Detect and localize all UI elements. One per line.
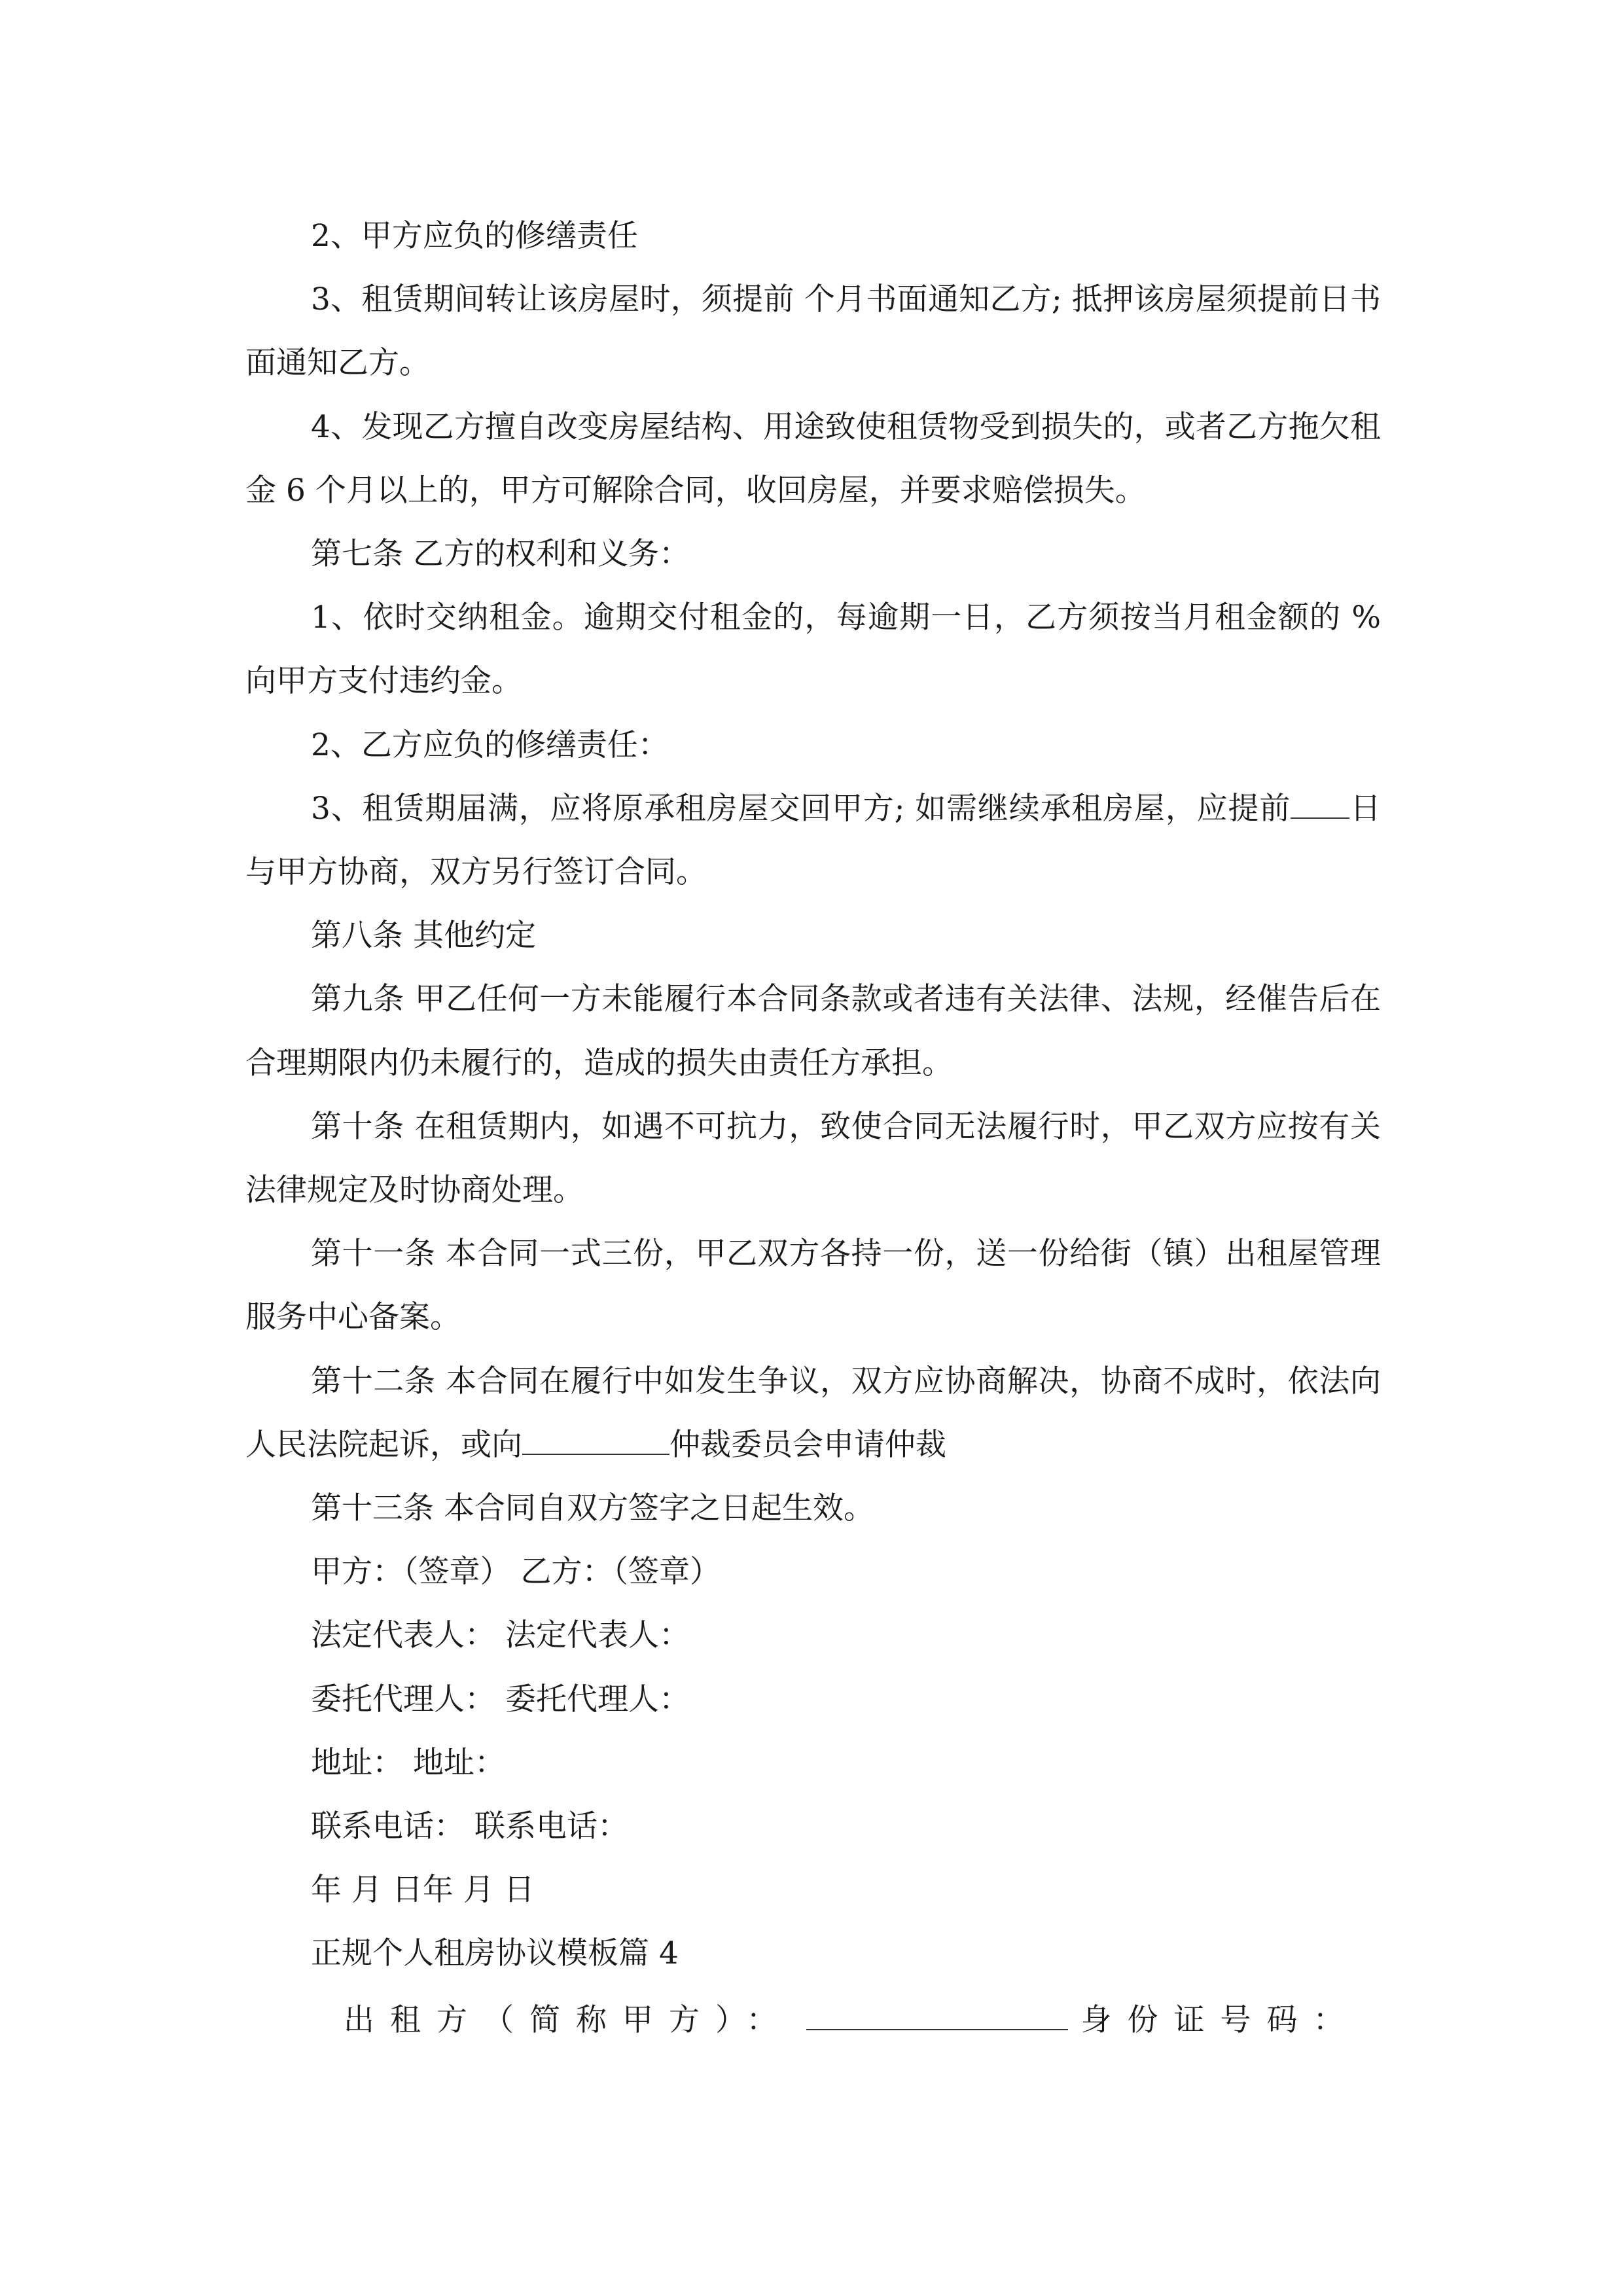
paragraph-repair-duty-a: 2、甲方应负的修缮责任 [311, 218, 638, 254]
paragraph-transfer-notice: 3、租赁期间转让该房屋时，须提前 个月书面通知乙方; 抵押该房屋须提前日书面通知乙方。 [245, 281, 1381, 382]
paragraph-termination: 4、发现乙方擅自改变房屋结构、用途致使租赁物受到损失的，或者乙方拖欠租金 6 个月以上的，甲方可解除合同，收回房屋，并要求赔偿损失。 [245, 408, 1381, 509]
phone-numbers: 联系电话： 联系电话： [311, 1808, 628, 1845]
authorized-agents: 委托代理人： 委托代理人： [311, 1681, 690, 1717]
lessor-info-line [344, 1988, 1360, 2052]
blank-lessor-name [806, 1998, 1068, 2030]
blank-days [1291, 787, 1349, 819]
article-9: 第九条 甲乙任何一方未能履行本合同条款或者违有关法律、法规，经催告后在合理期限内仍未履行的，造成的损失由责任方承担。 [245, 981, 1381, 1081]
paragraph-repair-duty-b: 2、乙方应负的修缮责任： [311, 726, 669, 763]
lease-expiry-part-1: 3、租赁期届满，应将原承租房屋交回甲方; 如需继续承租房屋，应提前 [311, 790, 1291, 827]
lessor-label: 出租方（简称甲方）： [344, 2002, 793, 2038]
article-12-part-1: 第十二条 本合同在履行中如发生争议，双方应协商解决，协商不成时，依法向人民法院起诉，或向 [245, 1363, 1381, 1463]
addresses: 地址： 地址： [311, 1744, 505, 1781]
article-8: 第八条 其他约定 [311, 918, 536, 954]
legal-representatives: 法定代表人： 法定代表人： [311, 1617, 690, 1654]
article-12 [245, 1350, 1381, 1477]
article-13: 第十三条 本合同自双方签字之日起生效。 [311, 1490, 874, 1527]
signature-dates: 年 月 日年 月 日 [311, 1872, 535, 1909]
paragraph-lease-expiry [245, 777, 1381, 904]
paragraph-rent-payment: 1、依时交纳租金。逾期交付租金的，每逾期一日，乙方须按当月租金额的 %向甲方支付违约金。 [245, 600, 1381, 700]
section-title: 正规个人租房协议模板篇 4 [311, 1935, 679, 1972]
article-10: 第十条 在租赁期内，如遇不可抗力，致使合同无法履行时，甲乙双方应按有关法律规定及时协商处理。 [245, 1108, 1381, 1209]
article-12-part-2: 仲裁委员会申请仲裁 [669, 1426, 946, 1463]
blank-arbitration [522, 1423, 669, 1455]
article-7-heading: 第七条 乙方的权利和义务： [311, 536, 690, 573]
article-11: 第十一条 本合同一式三份，甲乙双方各持一份，送一份给街（镇）出租屋管理服务中心备案。 [245, 1236, 1381, 1336]
signature-parties: 甲方：（签章） 乙方：（签章） [311, 1554, 721, 1590]
contract-body [245, 204, 1381, 1986]
id-number-label: 身份证号码： [1080, 2002, 1360, 2038]
lease-expiry-part-2: 日与甲方协商，双方另行签订合同。 [245, 790, 1381, 891]
